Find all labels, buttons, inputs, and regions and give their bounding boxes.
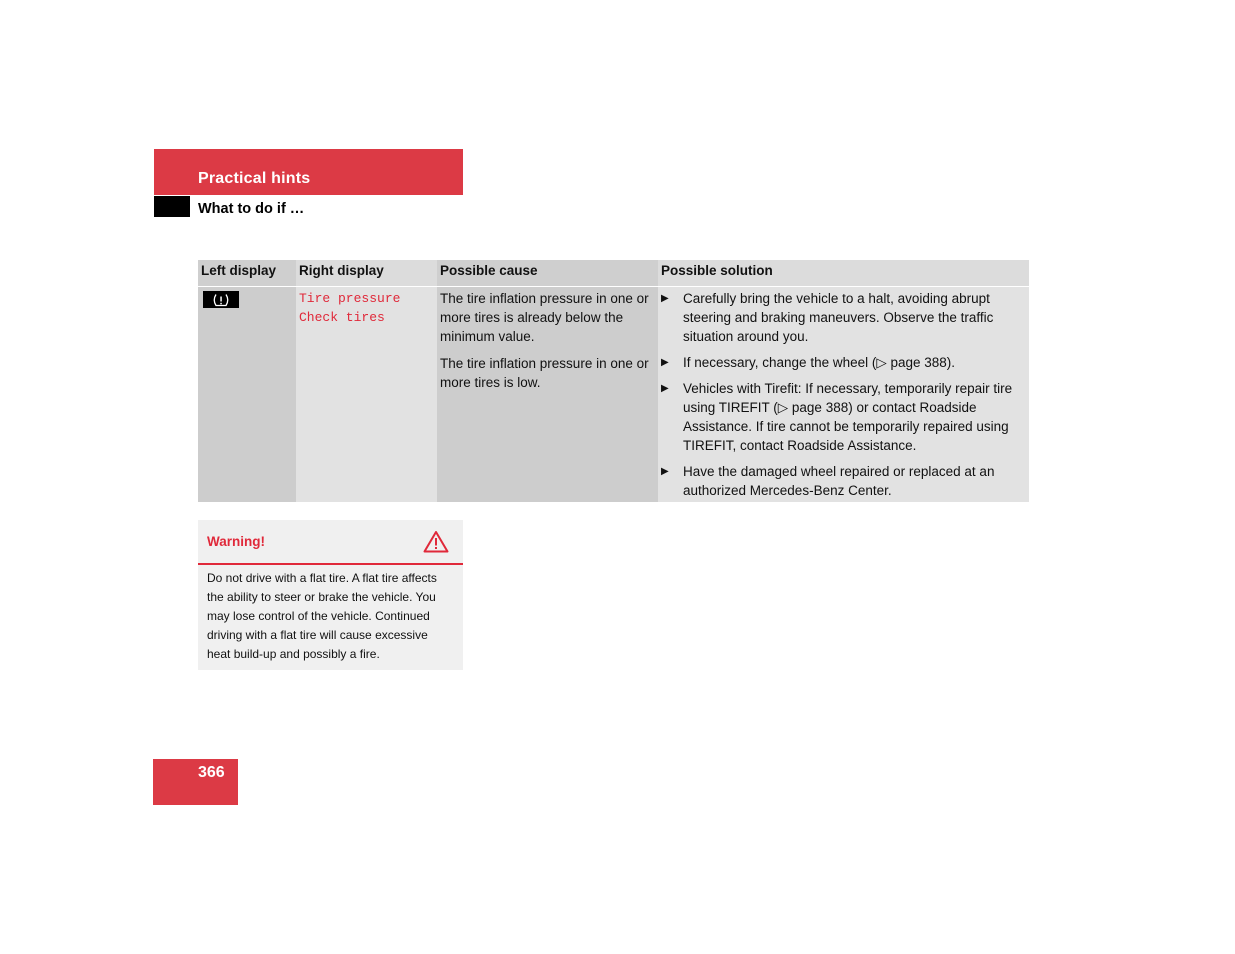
subsection-title: What to do if … [198, 201, 305, 217]
bullet-icon: ▶ [661, 293, 669, 304]
solution-item [661, 289, 1026, 346]
warning-text: Do not drive with a flat tire. A flat tire affects the ability to steer or brake the vehicle. You may lose control of the vehicle. Continued driving with a flat tire will cause excessive heat build-up and possibly a fire. [198, 565, 463, 670]
solution-item [661, 353, 1026, 372]
possible-solution-cell [658, 286, 1029, 502]
table-header-row [198, 260, 1029, 286]
tire-pressure-warning-icon [203, 291, 239, 308]
cause-text: The tire inflation pressure in one or more tires is already below the minimum value. [440, 291, 649, 344]
subsection-marker [154, 196, 190, 217]
display-message-line: Tire pressure [299, 291, 401, 306]
section-title: Practical hints [198, 170, 311, 187]
bullet-icon: ▶ [661, 357, 669, 368]
cause-text: The tire inflation pressure in one or more tires is low. [440, 356, 649, 390]
solution-text: Have the damaged wheel repaired or replaced at an authorized Mercedes-Benz Center. [683, 464, 995, 498]
column-header-possible-cause: Possible cause [437, 260, 658, 286]
warning-header [198, 520, 463, 565]
page-number-box [153, 759, 238, 805]
column-header-right-display: Right display [296, 260, 437, 286]
warning-triangle-icon [423, 530, 449, 558]
solution-item [661, 462, 1026, 500]
solution-text: If necessary, change the wheel (▷ page 388). [683, 355, 956, 370]
solution-text: Vehicles with Tirefit: If necessary, temporarily repair tire using TIREFIT (▷ page 388) or contact Roadside Assistance. If tire cannot be temporarily repaired using TIREFIT, contact Roadside Assistance. [683, 381, 1013, 453]
right-display-cell [296, 286, 437, 502]
bullet-icon: ▶ [661, 383, 669, 394]
column-header-left-display: Left display [198, 260, 296, 286]
solution-item [661, 379, 1026, 455]
table-row [198, 286, 1029, 502]
message-table [198, 260, 1029, 502]
possible-cause-cell [437, 286, 658, 502]
warning-box [198, 520, 463, 670]
bullet-icon: ▶ [661, 466, 669, 477]
display-message-line: Check tires [299, 310, 385, 325]
column-header-possible-solution: Possible solution [658, 260, 1029, 286]
warning-title: Warning! [207, 534, 265, 549]
left-display-cell [198, 286, 296, 502]
solution-text: Carefully bring the vehicle to a halt, avoiding abrupt steering and braking maneuvers. Observe the traffic situation around you. [683, 291, 994, 344]
page-number: 366 [198, 764, 225, 781]
